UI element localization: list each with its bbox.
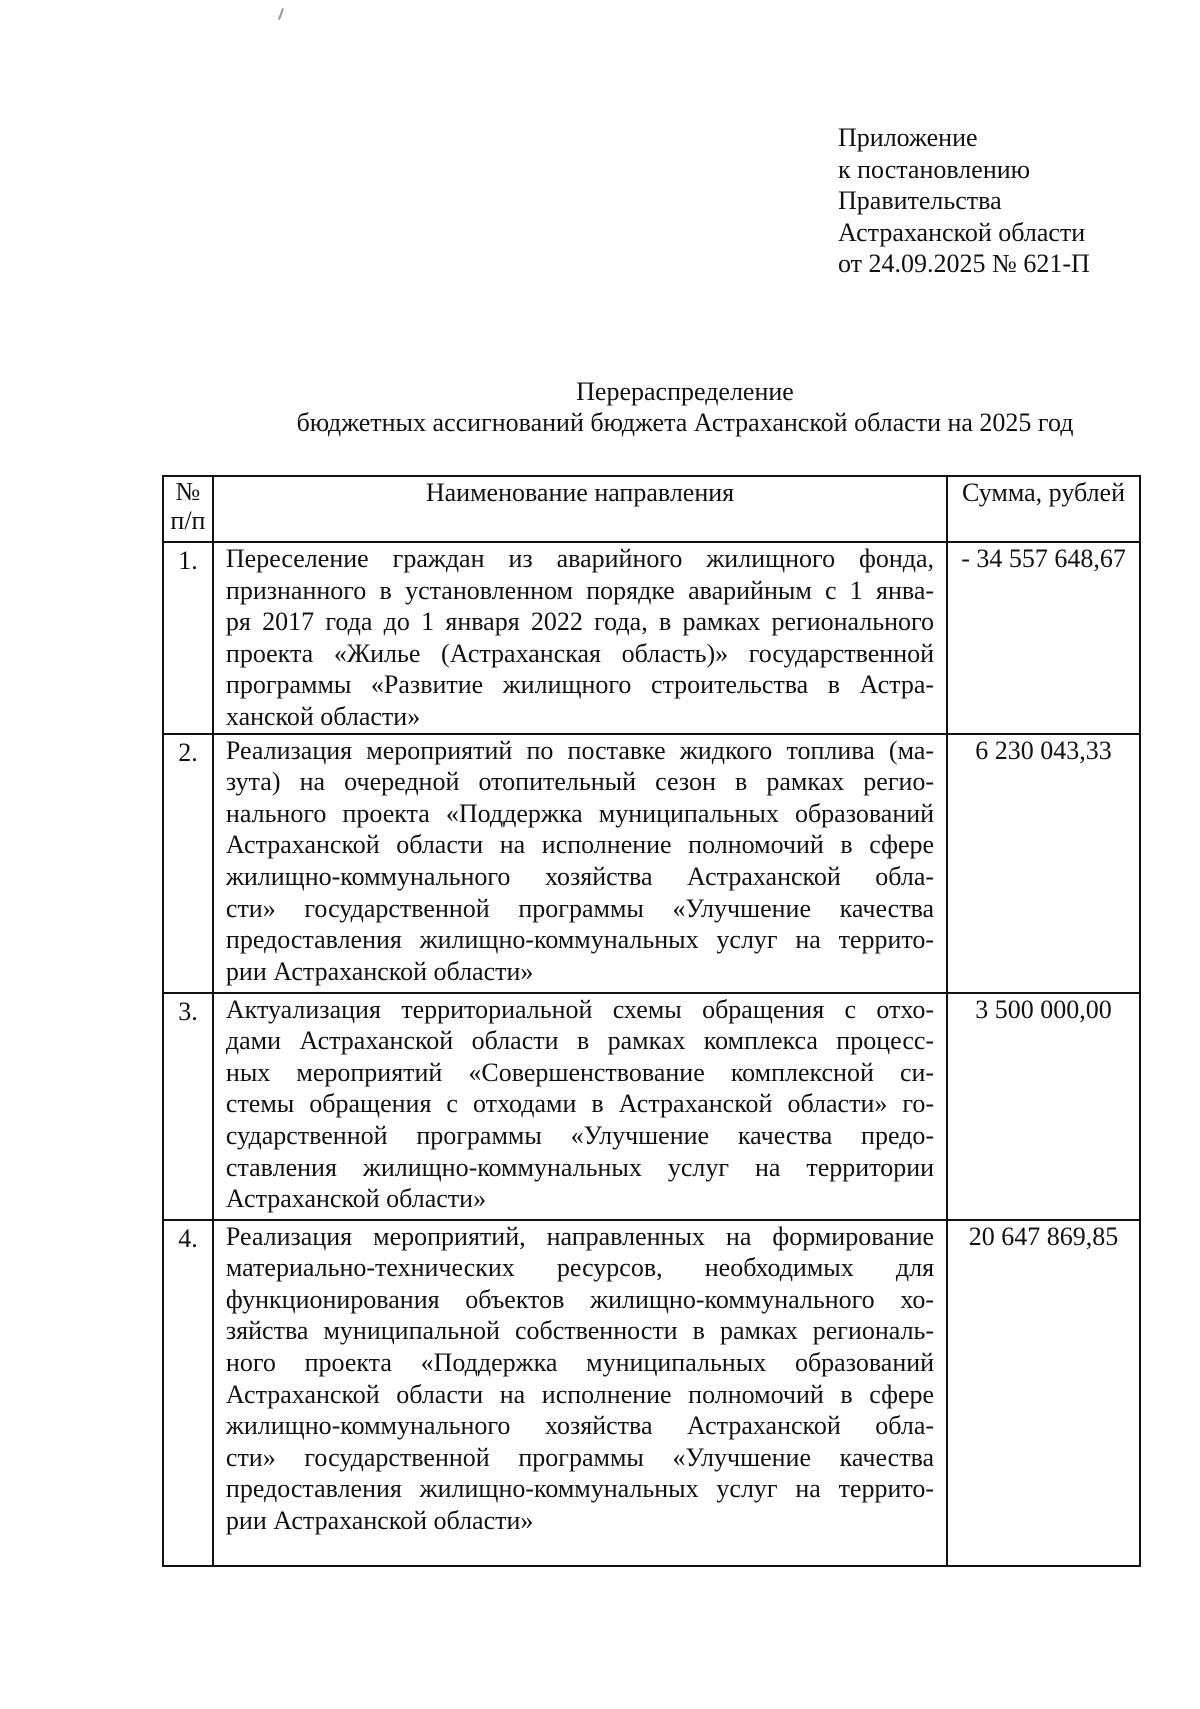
annex-line: Астраханской области [838,217,1086,247]
row-name-line: сти» государственной программы «Улучшение качества [225,1442,935,1472]
row-number: 4. [163,1220,213,1566]
row-name-line: Астраханской области» [225,1184,487,1214]
row-name-line: Реализация мероприятий по поставке жидкого топлива (ма- [225,735,935,765]
row-number: 1. [163,542,213,734]
header-number-line-1: № [175,477,201,506]
row-name-line: сударственной программы «Улучшение качества предо- [225,1120,935,1150]
row-name-line: признанного в установленном порядке аварийным с 1 янва- [225,575,935,605]
row-name [213,1220,947,1566]
row-name-line: рии Астраханской области» [225,956,534,986]
table-row [163,734,1140,993]
header-name: Наименование направления [213,476,947,542]
row-name-line: Актуализация территориальной схемы обращения с отхо- [225,994,935,1024]
row-sum: 20 647 869,85 [947,1220,1140,1566]
annex-line: к постановлению [838,154,1031,184]
row-name-line: программы «Развитие жилищного строительства в Астра- [225,670,935,700]
title-line-1: Перераспределение [576,377,794,406]
row-name-line: предоставления жилищно-коммунальных услуг на террито- [225,1474,935,1504]
row-name-line: предоставления жилищно-коммунальных услуг на террито- [225,925,935,955]
row-name-line: Астраханской области на исполнение полномочий в сфере [225,830,935,860]
row-name-line: жилищно-коммунального хозяйства Астраханской обла- [225,861,935,891]
row-sum: 3 500 000,00 [947,993,1140,1220]
row-name-line: зута) на очередной отопительный сезон в рамках регио- [225,767,935,797]
row-name-line: ставления жилищно-коммунальных услуг на территории [225,1152,935,1182]
row-name-line: Переселение граждан из аварийного жилищного фонда, [225,544,935,573]
row-name-line: сти» государственной программы «Улучшение качества [225,893,935,923]
row-name [213,993,947,1220]
row-name-line: ного проекта «Поддержка муниципальных образований [225,1347,935,1377]
annex-header [838,122,1090,280]
document-title [0,376,1200,438]
row-name-line: жилищно-коммунального хозяйства Астраханской обла- [225,1411,935,1441]
row-name-line: зяйства муниципальной собственности в рамках региональ- [225,1316,935,1346]
table-row [163,1220,1140,1566]
row-name-line: ря 2017 года до 1 января 2022 года, в рамках регионального [225,607,935,637]
table-header-row [163,476,1140,542]
row-name-line: нального проекта «Поддержка муниципальных образований [225,798,935,828]
row-number: 3. [163,993,213,1220]
row-name-line: ханской области» [225,701,421,731]
header-number-line-2: п/п [170,506,206,535]
annex-line: от 24.09.2025 № 621-П [838,249,1090,278]
row-sum: - 34 557 648,67 [947,542,1140,734]
scan-artifact-mark [278,8,284,20]
row-name-line: Реализация мероприятий, направленных на формирование [225,1221,935,1251]
table-row [163,542,1140,734]
row-name-line: проекта «Жилье (Астраханская область)» государственной [225,638,935,668]
title-line-2: бюджетных ассигнований бюджета Астраханской области на 2025 год [296,408,1074,437]
header-sum: Сумма, рублей [947,476,1140,542]
annex-line: Правительства [838,186,1002,215]
row-name-line: рии Астраханской области» [225,1505,534,1535]
row-name [213,734,947,993]
row-name [213,542,947,734]
row-name-line: Астраханской области на исполнение полномочий в сфере [225,1379,935,1409]
row-sum: 6 230 043,33 [947,734,1140,993]
annex-line: Приложение [838,123,978,152]
table-row [163,993,1140,1220]
header-number [163,476,213,542]
row-name-line: материально-технических ресурсов, необходимых для [225,1253,935,1283]
allocation-table [162,475,1141,1567]
row-name-line: дами Астраханской области в рамках комплекса процесс- [225,1026,935,1056]
row-number: 2. [163,734,213,993]
row-name-line: функционирования объектов жилищно-коммунального хо- [225,1284,935,1314]
row-name-line: стемы обращения с отходами в Астраханской области» го- [225,1089,935,1119]
row-name-line: ных мероприятий «Совершенствование комплексной си- [225,1057,935,1087]
